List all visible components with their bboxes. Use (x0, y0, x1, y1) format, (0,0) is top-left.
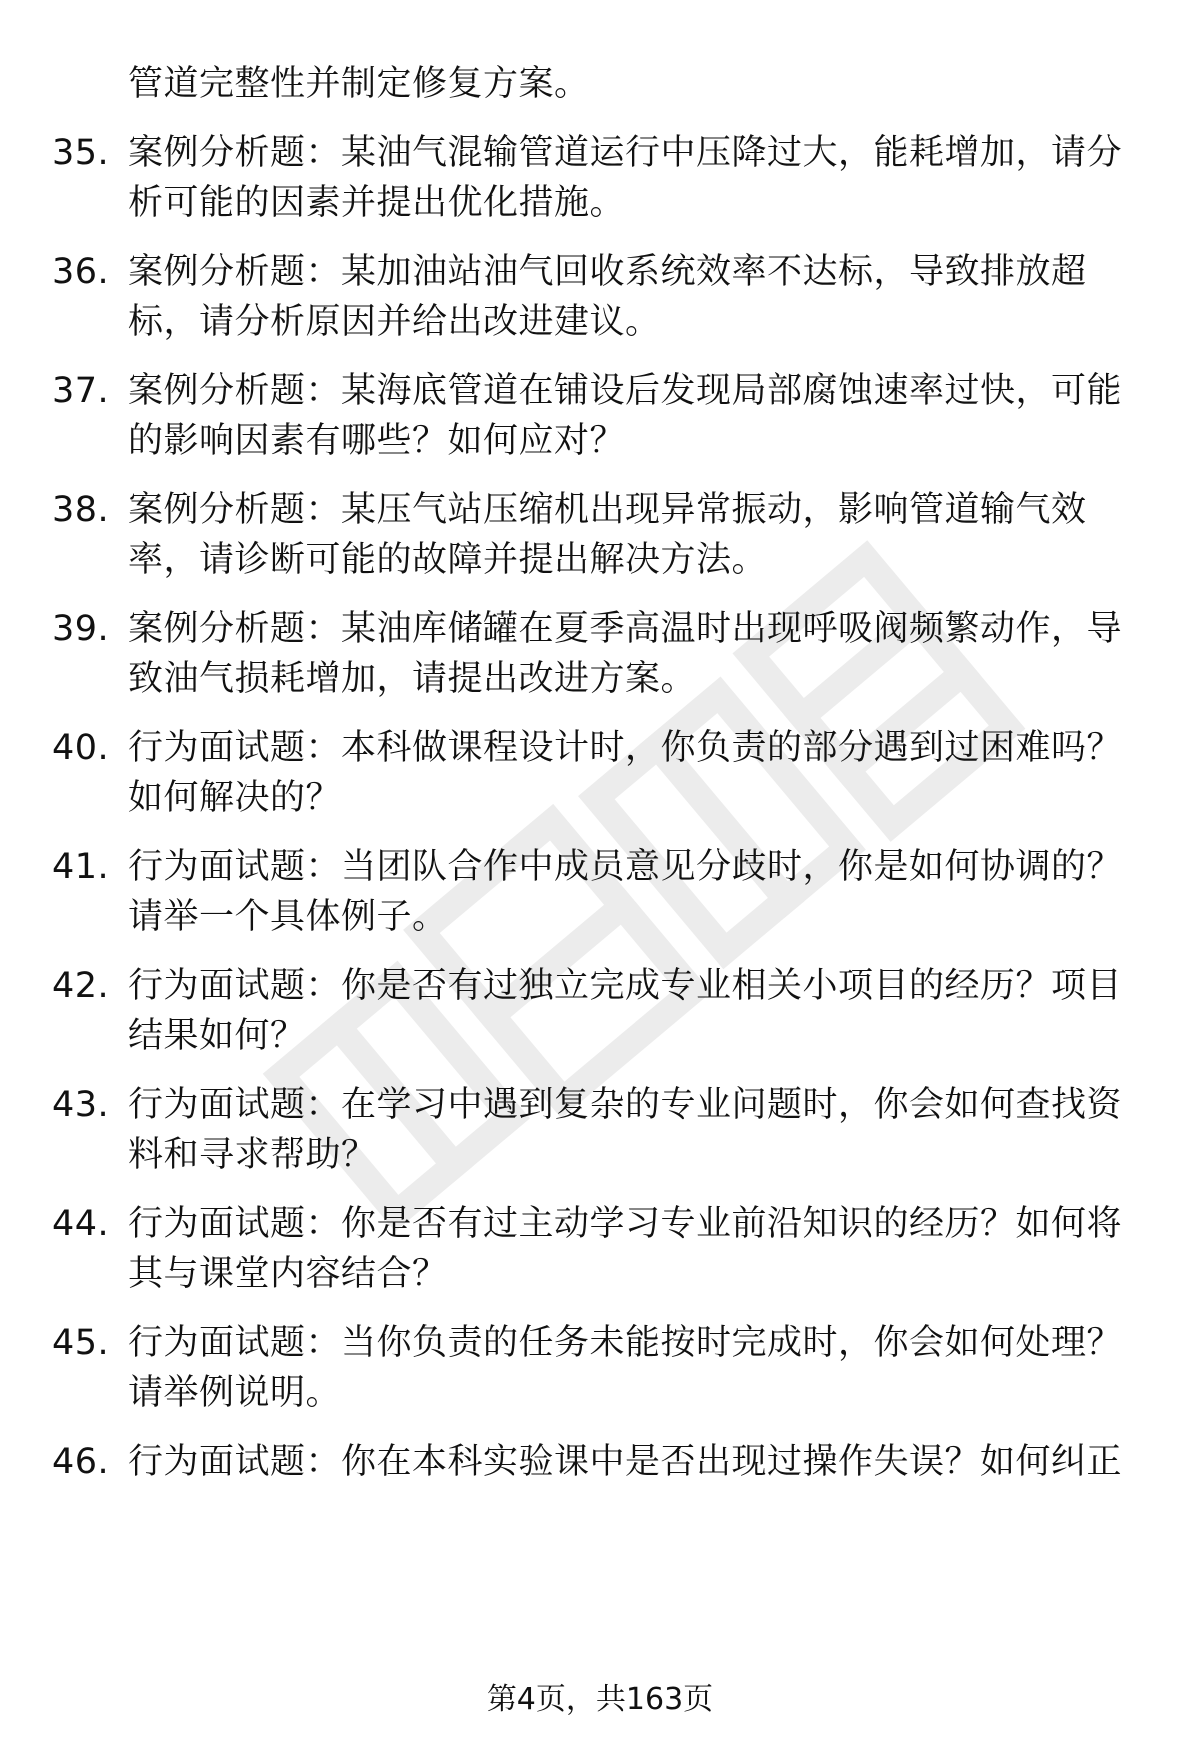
item-text (128, 366, 1148, 466)
item-text-line: 结果如何？ (128, 1016, 306, 1056)
item-text-line: 率，请诊断可能的故障并提出解决方法。 (128, 540, 768, 580)
item-number: 41. (52, 847, 110, 887)
item-text-line: 的影响因素有哪些？如何应对？ (128, 421, 626, 461)
item-text-line: 行为面试题：你在本科实验课中是否出现过操作失误？如何纠正 (128, 1442, 1123, 1482)
item-number: 39. (52, 609, 110, 649)
item-text-line: 请举一个具体例子。 (128, 897, 448, 937)
item-number: 36. (52, 252, 110, 292)
item-text-line: 案例分析题：某海底管道在铺设后发现局部腐蚀速率过快，可能 (128, 371, 1123, 411)
item-text-line: 行为面试题：本科做课程设计时，你负责的部分遇到过困难吗？ (128, 728, 1123, 768)
item-number: 43. (52, 1085, 110, 1125)
item-text-line: 行为面试题：当你负责的任务未能按时完成时，你会如何处理？ (128, 1323, 1123, 1363)
item-text (128, 1199, 1148, 1299)
item-number: 38. (52, 490, 110, 530)
item-text-line: 案例分析题：某加油站油气回收系统效率不达标，导致排放超 (128, 252, 1087, 292)
item-text-line: 行为面试题：在学习中遇到复杂的专业问题时，你会如何查找资 (128, 1085, 1123, 1125)
item-text-line: 标，请分析原因并给出改进建议。 (128, 302, 661, 342)
item-number: 35. (52, 133, 110, 173)
item-text-line: 其与课堂内容结合？ (128, 1254, 448, 1294)
item-text-line: 如何解决的？ (128, 778, 342, 818)
item-text-line: 案例分析题：某油气混输管道运行中压降过大，能耗增加，请分 (128, 133, 1123, 173)
item-text-line: 行为面试题：当团队合作中成员意见分歧时，你是如何协调的？ (128, 847, 1123, 887)
item-number: 42. (52, 966, 110, 1006)
item-text (128, 723, 1148, 823)
item-text-line: 析可能的因素并提出优化措施。 (128, 183, 626, 223)
item-text-line: 致油气损耗增加，请提出改进方案。 (128, 659, 697, 699)
item-text (128, 485, 1148, 585)
item-text-line: 行为面试题：你是否有过主动学习专业前沿知识的经历？如何将 (128, 1204, 1123, 1244)
item-number: 45. (52, 1323, 110, 1363)
item-number: 46. (52, 1442, 110, 1482)
item-text-line: 行为面试题：你是否有过独立完成专业相关小项目的经历？项目 (128, 966, 1123, 1006)
item-text (128, 128, 1148, 228)
item-text (128, 961, 1148, 1061)
item-text-line: 案例分析题：某压气站压缩机出现异常振动，影响管道输气效 (128, 490, 1087, 530)
item-text (128, 842, 1148, 942)
continued-text: 管道完整性并制定修复方案。 (128, 64, 590, 104)
item-text (128, 604, 1148, 704)
item-number: 40. (52, 728, 110, 768)
item-text-line: 料和寻求帮助？ (128, 1135, 377, 1175)
item-text (128, 1080, 1148, 1180)
item-text (128, 247, 1148, 347)
item-number: 37. (52, 371, 110, 411)
page-footer: 第4页，共163页 (486, 1682, 714, 1717)
item-number: 44. (52, 1204, 110, 1244)
item-text-line: 请举例说明。 (128, 1373, 342, 1413)
item-text (128, 1318, 1148, 1418)
item-text (128, 1437, 1148, 1487)
item-text-line: 案例分析题：某油库储罐在夏季高温时出现呼吸阀频繁动作，导 (128, 609, 1123, 649)
